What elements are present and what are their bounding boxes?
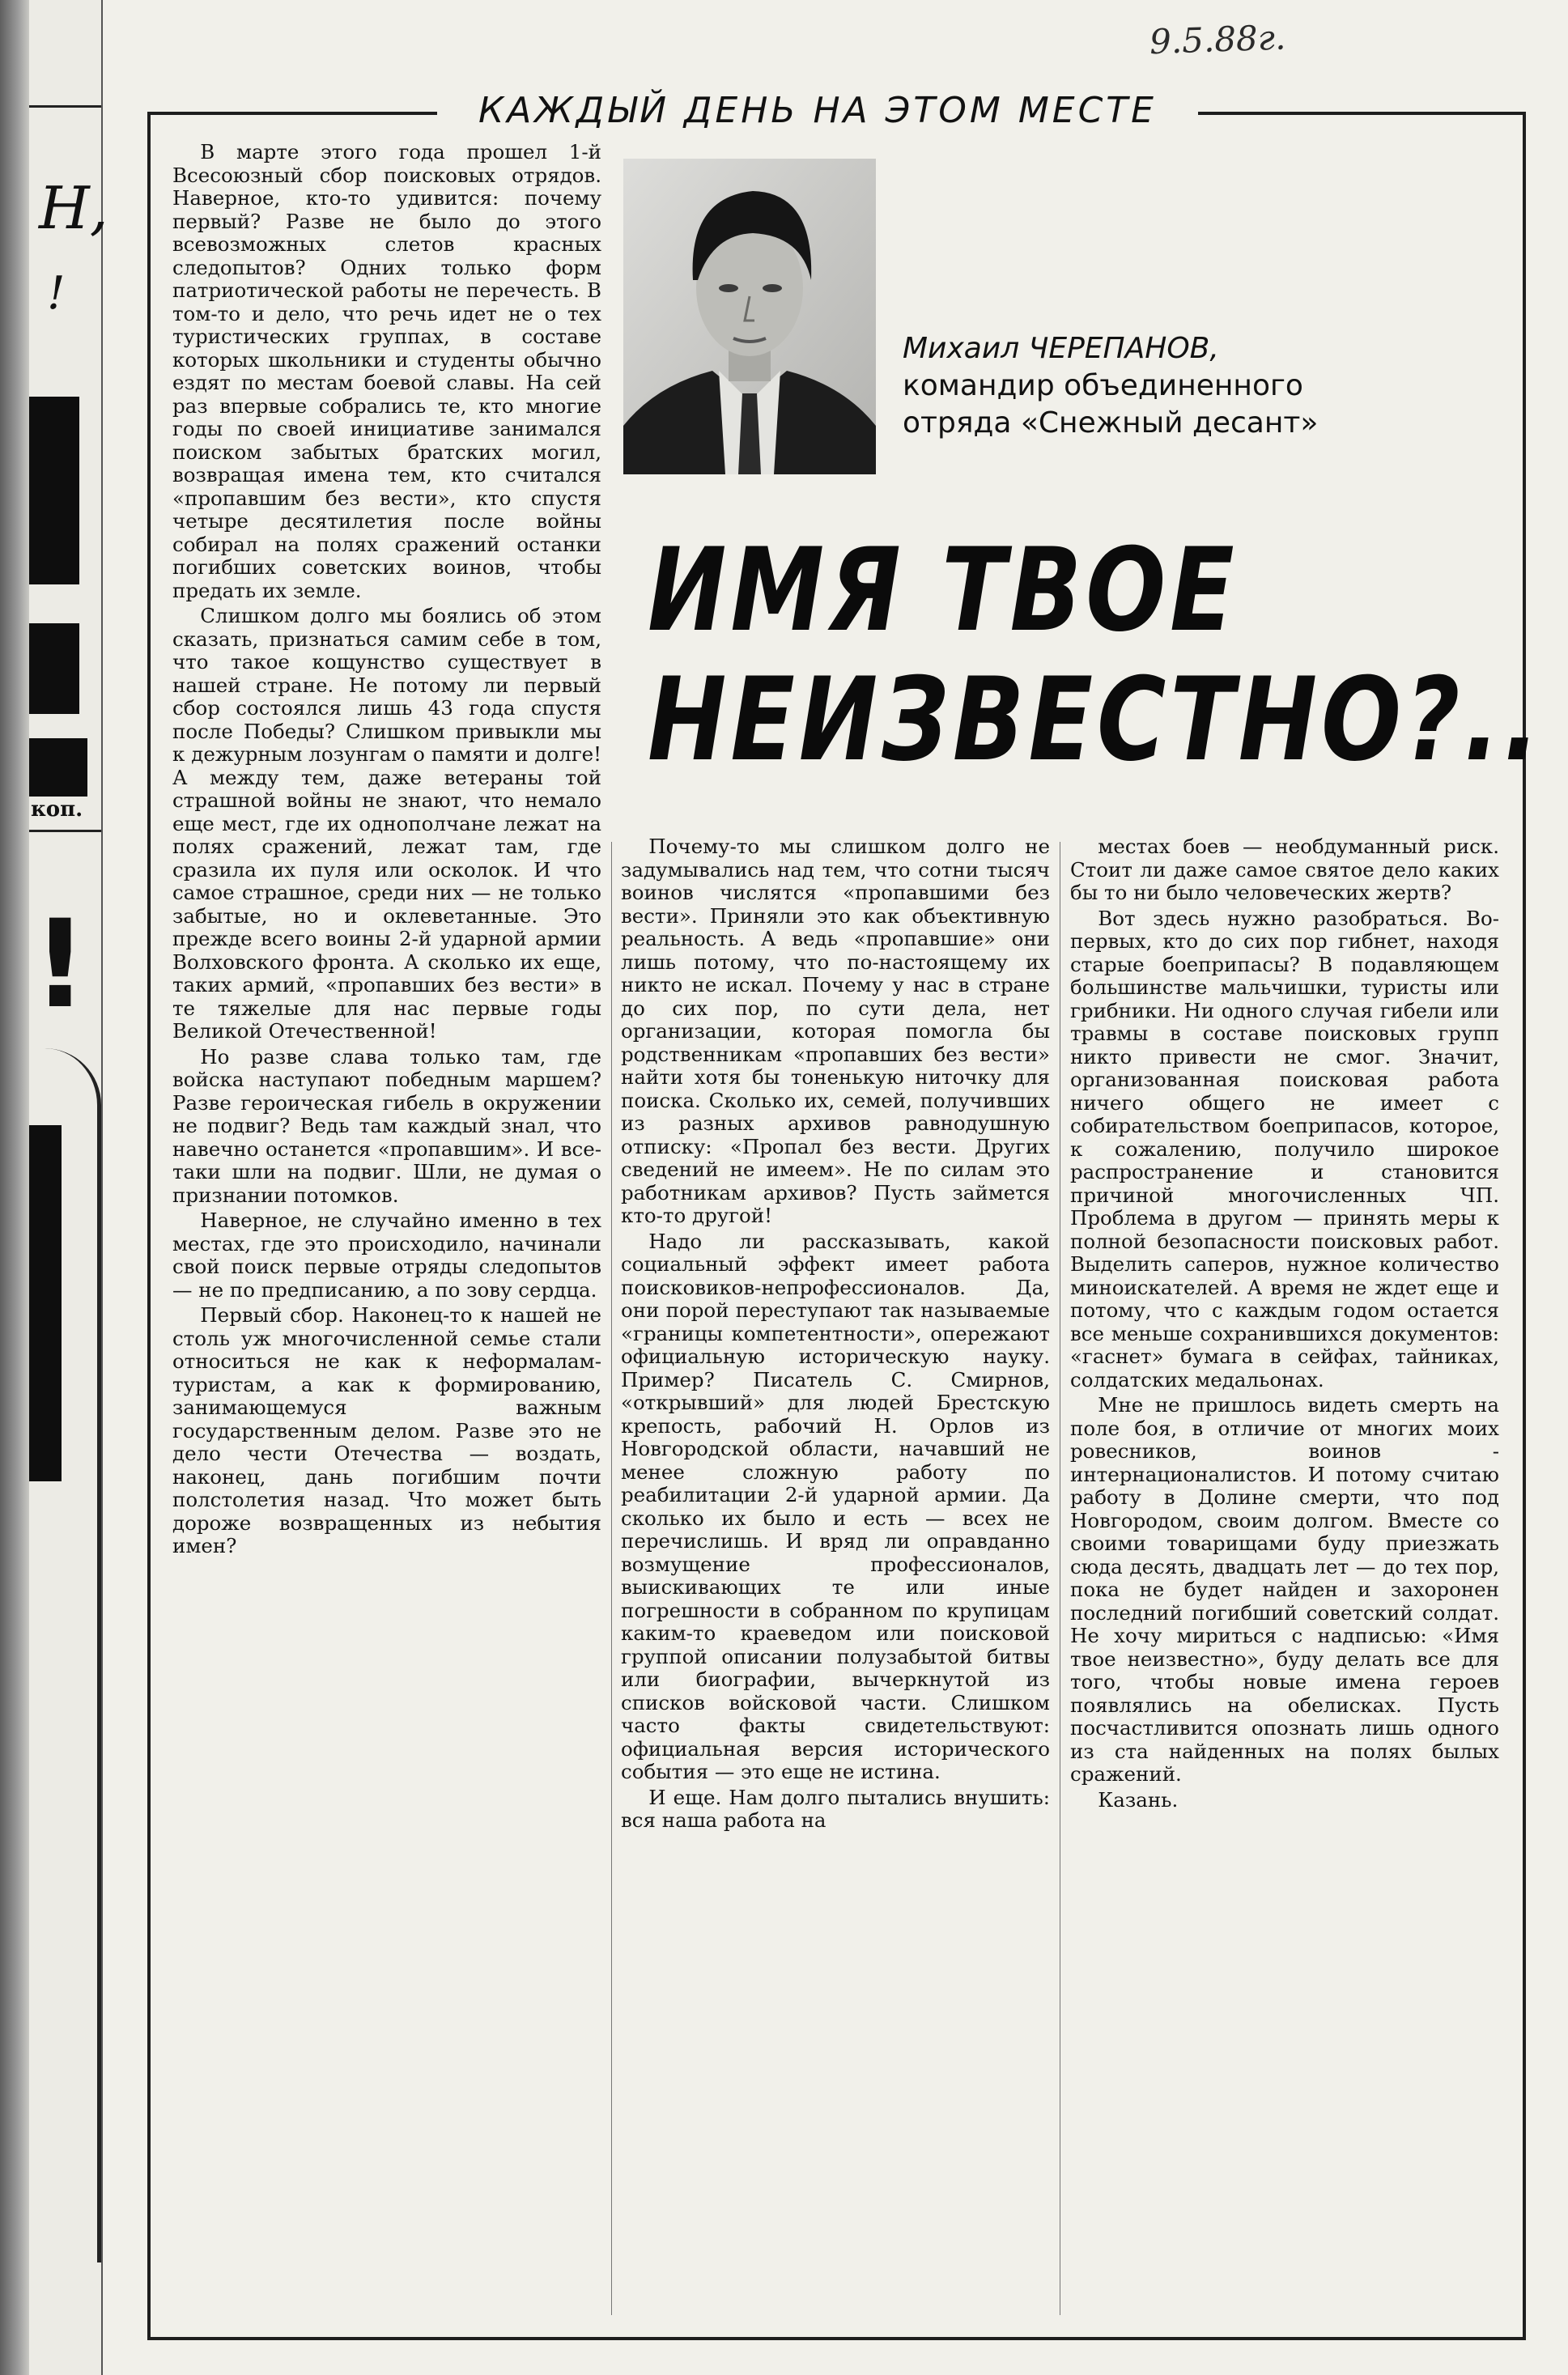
article-column-1 <box>172 141 601 2310</box>
neighbor-frame-curve <box>32 1048 101 2262</box>
author-byline <box>903 330 1469 442</box>
neighbor-box-line <box>29 830 101 832</box>
article-paragraph: Первый сбор. Наконец-то к нашей не столь уж многочисленной семье стали относиться не как к неформалам-туристам, а как к формированию, занимающемуся важным государственным делом. Разве это не дело чести Отечества — воздать, наконец, дань погибшим почти полстолетия назад. Что может быть дороже возвращенных из небытия имен? <box>172 1303 601 1557</box>
neighbor-fragment-big-bang: ! <box>32 894 88 1035</box>
article-paragraph: Мне не пришлось видеть смерть на поле боя, в отличие от многих моих ровесников, воинов - интернационалистов. И потому считаю работу в Долине смерти, что под Новгородом, своим долгом. Вместе со своими товарищами буду приезжать сюда десять, двадцать лет — до тех пор, пока не будет найден и захоронен последний погибший советский солдат. Не хочу мириться с надписью: «Имя твое неизвестно», буду делать все для того, чтобы новые имена героев появлялись на обелисках. Пусть посчастливится опознать лишь одного из ста найденных на полях былых сражений. <box>1070 1393 1499 1786</box>
article-paragraph: Наверное, не случайно именно в тех местах, где это происходило, начинали свой поиск первые отряды следопытов — не по предписанию, а по зову сердца. <box>172 1209 601 1302</box>
article-paragraph: местах боев — необдуманный риск. Стоит ли даже самое святое дело каких бы то ни было человеческих жертв? <box>1070 835 1499 904</box>
article-paragraph: Вот здесь нужно разобраться. Во-первых, кто до сих пор гибнет, находя старые боеприпасы? В подавляющем большинстве мальчишки, туристы или грибники. Ни одного случая гибели или травмы в составе поисковых групп никто привести не смог. Значит, организованная поисковая работа ничего общего не имеет с собирательством боеприпасов, которое, к сожалению, получило широкое распространение и становится причиной многочисленных ЧП. Проблема в другом — принять меры к полной безопасности поисковых работ. Выделить саперов, нужное количество миноискателей. А время не ждет еще и потому, что с каждым годом остается все меньше сохранившихся документов: «гаснет» бумага в сейфах, тайниках, солдатских медальонах. <box>1070 906 1499 1391</box>
author-role: командир объединенного <box>903 369 1303 402</box>
article-paragraph: В марте этого года прошел 1-й Всесоюзный сбор поисковых отрядов. Наверное, кто-то удивится: почему первый? Разве не было до этого всевозможных слетов красных следопытов? Одних только форм патриотической работы не перечесть. В том-то и дело, что речь идет не о тех туристических группах, в составе которых школьники и студенты обычно ездят по местам боевой славы. На сей раз впервые собрались те, кто многие годы по своей инициативе занимался поиском забытых братских могил, возвращая имена тем, кто считался «пропавшим без вести», кто спустя четыре десятилетия после войны собирал на полях сражений останки погибших советских воинов, чтобы предать их земле. <box>172 140 601 602</box>
neighbor-black-block <box>29 738 87 797</box>
scan-edge-shadow <box>0 0 29 2375</box>
neighbor-box-line <box>29 105 101 108</box>
neighbor-clipping-strip <box>0 0 108 2375</box>
article-column-3 <box>1070 835 1499 2325</box>
article-paragraph: Слишком долго мы боялись об этом сказать, признаться самим себе в том, что такое кощунство существует в нашей стране. Не потому ли первый сбор состоялся лишь 43 года спустя после Победы? Слишком привыкли мы к дежурным лозунгам о памяти и долге! А между тем, даже ветераны той страшной войны не знают, что немало еще мест, где их однополчане лежат на полях сражений, лежат там, где сразила их пуля или осколок. И что самое страшное, среди них — не только забытые, но и оклеветанные. Это прежде всего воины 2-й ударной армии Волховского фронта. А сколько их еще, таких армий, «пропавших без вести» в те тяжелые для нас первые годы Великой Отечественной! <box>172 604 601 1043</box>
rubric-heading: КАЖДЫЙ ДЕНЬ НА ЭТОМ МЕСТЕ <box>437 87 1198 134</box>
headline-line-2: НЕИЗВЕСТНО?.. <box>648 653 1544 787</box>
article-paragraph: Казань. <box>1098 1787 1179 1812</box>
handwritten-date: 9.5.88г. <box>1149 17 1287 62</box>
neighbor-fragment-bang: ! <box>47 267 66 320</box>
article-headline <box>648 524 1544 787</box>
article-paragraph: Почему-то мы слишком долго не задумывались над тем, что сотни тысяч воинов числятся «пропавшими без вести». Приняли это как объективную реальность. А ведь «пропавшие» они лишь потому, что по-настоящему их никто не искал. Почему у нас в стране до сих пор, по сути дела, нет организации, которая помогла бы родственникам «пропавших без вести» найти хотя бы тоненькую ниточку для поиска. Сколько их, семей, получивших из разных архивов равнодушную отписку: «Пропал без вести. Других сведений не имеем». Не по силам это работникам архивов? Пусть займется кто-то другой! <box>621 835 1050 1227</box>
headline-line-1: ИМЯ ТВОЕ <box>648 524 1239 657</box>
author-role: отряда «Снежный десант» <box>903 406 1319 440</box>
article-paragraph: Но разве слава только там, где войска наступают победным маршем? Разве героическая гибель в окружении не подвиг? Ведь там каждый знал, что навечно останется «пропавшим». И все-таки шли на подвиг. Шли, не думая о признании потомков. <box>172 1044 601 1207</box>
neighbor-fragment-abbrev: коп. <box>31 797 83 822</box>
article-paragraph: И еще. Нам долго пытались внушить: вся наша работа на <box>621 1785 1050 1832</box>
author-name: Михаил ЧЕРЕПАНОВ, <box>903 332 1219 365</box>
author-photo <box>623 159 876 474</box>
article-column-2 <box>621 835 1050 2333</box>
article-paragraph: Надо ли рассказывать, какой социальный эффект имеет работа поисковиков-непрофессионалов. Да, они порой переступают так называемые «границы компетентности», опережают официальную историческую науку. Пример? Писатель С. Смирнов, «открывший» для людей Брестскую крепость, рабочий Н. Орлов из Новгородской области, начавший не менее сложную работу по реабилитации 2-й ударной армии. Да сколько их было и есть — всех не перечислишь. И вряд ли оправданно возмущение профессионалов, выискивающих те или иные погрешности в собранном по крупицам каким-то краеведом или поисковой группой описании полузабытой битвы или биографии, вычеркнутой из списков войсковой части. Слишком часто факты свидетельствуют: официальная версия исторического события — это еще не истина. <box>621 1229 1050 1783</box>
neighbor-black-block <box>29 623 79 714</box>
column-divider <box>611 842 612 2315</box>
neighbor-black-block <box>29 397 79 584</box>
author-portrait-icon <box>623 159 876 474</box>
neighbor-fragment-letter: Н, <box>39 174 108 242</box>
